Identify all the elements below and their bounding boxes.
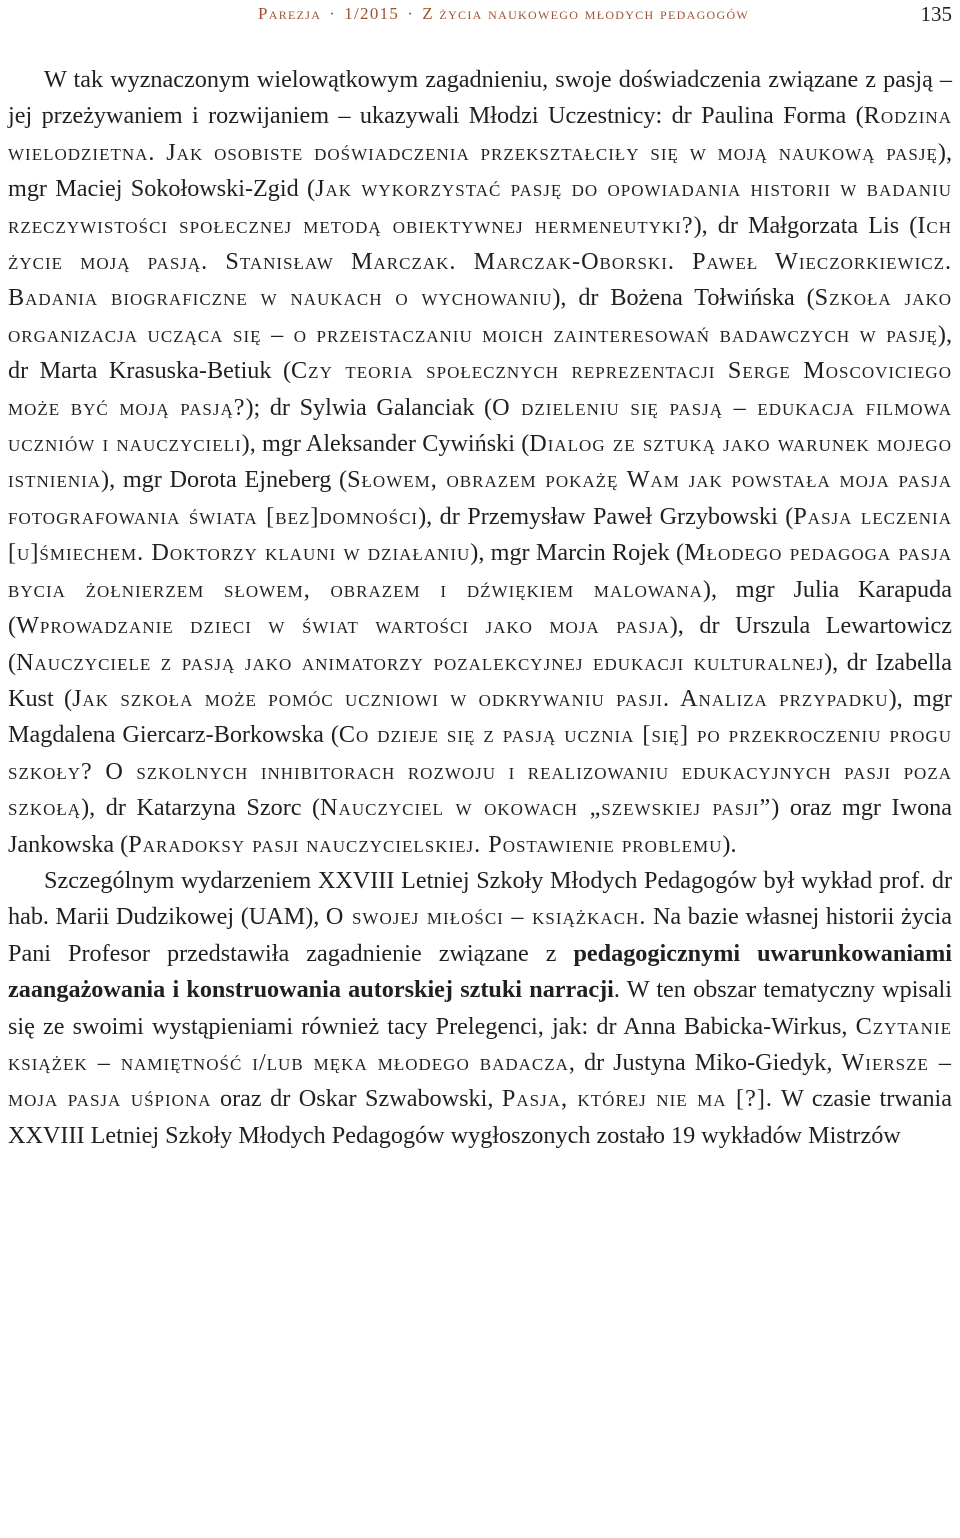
title-run: Co dzieje się z pasją ucznia [się] po przekroczeniu progu szkoły? O szkolnych inhibitorach rozwoju i realizowaniu edukacyjnych pasji poza szkołą: [8, 721, 952, 822]
text-run: ), dr Marta Krasuska-Betiuk (: [8, 320, 952, 385]
text-run: ), mgr Magdalena Giercarz-Borkowska (: [8, 684, 952, 749]
title-run: Czytanie książek – namiętność i/lub męka młodego badacza: [8, 1012, 952, 1076]
running-head: [258, 4, 952, 26]
bold-run: pedagogicznymi uwarunkowaniami zaangażowania i konstruowania autorskiej sztuki narracji: [8, 939, 952, 1004]
title-run: Paradoksy pasji nauczycielskiej. Postawienie problemu: [128, 830, 723, 858]
issue-number: 1/2015: [344, 4, 400, 23]
title-run: O swojej miłości – książkach.: [325, 903, 647, 931]
text-run: ).: [722, 830, 737, 858]
text-run: ); dr Sylwia Galanciak (: [245, 393, 493, 421]
title-run: Dialog ze sztuką jako warunek mojego istnienia: [8, 430, 952, 494]
title-run: Jak wykorzystać pasję do opowiadania historii w badaniu rzeczywistości społecznej metodą obiektywnej hermeneutyki?: [8, 175, 952, 239]
title-run: Ich życie moją pasją. Stanisław Marczak. Marczak-Oborski. Paweł Wieczorkiewicz. Badania biograficzne w naukach o wychowaniu: [8, 211, 952, 312]
text-run: ), mgr Marcin Rojek (: [470, 539, 685, 567]
text-run: ), mgr Aleksander Cywiński (: [241, 430, 530, 458]
section-title: Z życia naukowego młodych pedagogów: [422, 4, 750, 23]
text-run: Szczególnym wydarzeniem XXVIII Letniej Szkoły Młodych Pedagogów był wykład prof. dr hab. Marii Dudzikowej (UAM),: [8, 866, 952, 931]
text-run: oraz dr Oskar Szwabowski,: [211, 1085, 502, 1113]
text-run: ), dr Urszula Lewartowicz (: [8, 612, 952, 676]
separator-dot: ·: [329, 4, 337, 23]
separator-dot: ·: [407, 4, 415, 23]
body-text: [8, 62, 952, 1154]
text-run: ), dr Przemysław Paweł Grzybowski (: [418, 502, 794, 530]
text-run: . W ten obszar tematyczny wpisali się ze swoimi wystąpieniami również tacy Prelegenci, jak: dr Anna Babicka-Wirkus,: [8, 976, 953, 1040]
text-run: ) oraz mgr Iwona Jankowska (: [8, 794, 952, 858]
title-run: Jak szkoła może pomóc uczniowi w odkrywaniu pasji. Analiza przypadku: [72, 684, 889, 712]
title-run: Nauczyciel w okowach „szewskiej pasji”: [320, 794, 772, 822]
title-run: Pasja, której nie ma [?].: [501, 1085, 773, 1113]
text-run: ), dr Katarzyna Szorc (: [81, 794, 321, 822]
title-run: Wiersze – moja pasja uśpiona: [8, 1048, 952, 1113]
text-run: Na bazie własnej historii życia Pani Profesor przedstawiła zagadnienie związane z: [8, 903, 952, 967]
text-run: ), dr Małgorzata Lis (: [693, 211, 918, 239]
title-run: Czy teoria społecznych reprezentacji Serge Moscoviciego może być moją pasją?: [8, 357, 952, 421]
title-run: Nauczyciele z pasją jako animatorzy pozalekcyjnej edukacji kulturalnej: [16, 648, 825, 676]
text-run: ), mgr Maciej Sokołowski-Zgid (: [8, 138, 952, 203]
title-run: Pasja leczenia [u]śmiechem. Doktorzy klauni w działaniu: [8, 502, 952, 567]
paragraph-1: [8, 62, 952, 863]
text-run: ), mgr Dorota Ejneberg (: [101, 466, 348, 494]
text-run: W tak wyznaczonym wielowątkowym zagadnieniu, swoje doświadczenia związane z pasją – jej przeżywaniem i rozwijaniem – ukazywali Młodzi Uczestnicy: dr Paulina Forma (: [8, 66, 952, 130]
text-run: W czasie trwania XXVIII Letniej Szkoły Młodych Pedagogów wygłoszonych zostało 19 wykładów Mistrzów: [8, 1085, 952, 1149]
title-run: Szkoła jako organizacja ucząca się – o przeistaczaniu moich zainteresowań badawczych w pasję: [8, 284, 953, 348]
title-run: Słowem, obrazem pokażę Wam jak powstała moja pasja fotografowania świata [bez]domności: [8, 466, 952, 530]
page-number: 135: [920, 2, 952, 26]
text-run: ), dr Bożena Tołwińska (: [552, 284, 815, 312]
paragraph-2: [8, 863, 952, 1154]
title-run: O dzieleniu się pasją – edukacja filmowa uczniów i nauczycieli: [8, 393, 952, 458]
title-run: Wprowadzanie dzieci w świat wartości jako moja pasja: [16, 612, 670, 640]
text-run: , dr Justyna Miko-Giedyk,: [568, 1048, 842, 1076]
text-run: ), mgr Julia Karapuda (: [8, 575, 952, 640]
journal-name: Parezja: [258, 4, 322, 23]
title-run: Młodego pedagoga pasja bycia żołnierzem słowem, obrazem i dźwiękiem malowana: [8, 539, 952, 603]
title-run: Rodzina wielodzietna. Jak osobiste doświadczenia przekształciły się w moją naukową pasję: [8, 102, 952, 166]
text-run: ), dr Izabella Kust (: [8, 648, 952, 712]
